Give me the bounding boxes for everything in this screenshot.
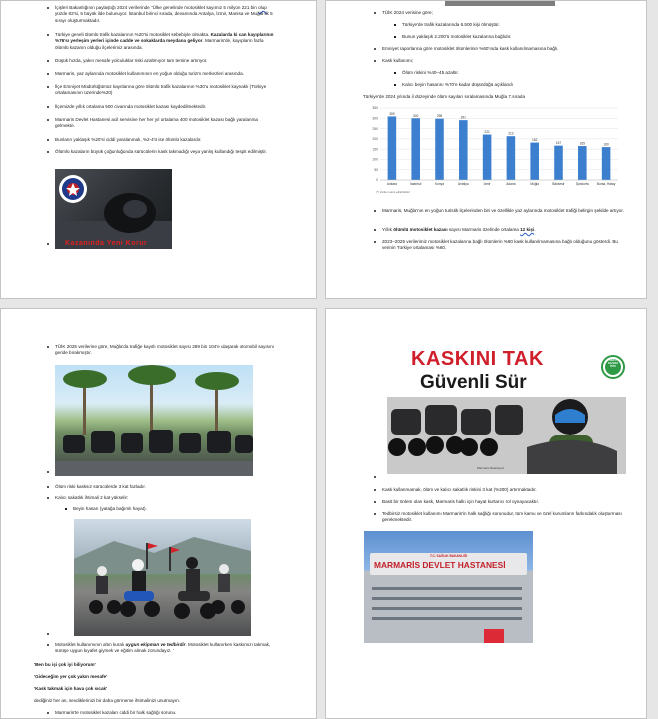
list-item: Basit bir önlem olan kask, Marmaris halkı için hayat kurtarıcı rol oynayacaktır. (382, 499, 622, 505)
hospital-building-image (364, 531, 533, 643)
x-tick-label: Adana (506, 182, 516, 186)
data-label: 298 (436, 114, 443, 119)
list-item: Kalıcı sakatlık ihtimali 2 kat yükselir: (55, 495, 277, 501)
y-tick-label: 200 (372, 137, 378, 142)
hospital-sign: MARMARİS DEVLET HASTANESİ (374, 560, 506, 570)
quote-line: 'Ben bu işi çok iyi biliyorum' (34, 662, 96, 667)
riders-illustration (74, 519, 251, 636)
bar (435, 119, 444, 180)
list-item: Marmaris, Muğla'nın en yoğun turistik ilçelerinden biri ve özellikle yaz aylarında motosiklet trafiği belirgin şekilde artıyor. (382, 208, 632, 214)
spelling-mark: olup (258, 5, 267, 10)
list-item: İçişleri Bakanlığının paylaştığı 2024 verilerinde "Ülke genelinde motosiklet sayımız 5 milyon 221 bin olup yüzde 82'si, 5 büyük ilde bulunuyor. İstanbul birinci sırada, devamında Antalya, İzmir, Manisa ve Muğla ilk 5 sırayı oluşturmaktadır. (55, 5, 277, 24)
x-tick-label: İstanbul (410, 182, 422, 186)
motorcycles-illustration (55, 365, 253, 476)
x-tick-label: İzmir (483, 182, 491, 186)
quote-line: 'Kask takmak için hava çok sıcak' (34, 686, 108, 691)
data-label: 300 (413, 113, 419, 118)
list-item: Ölüm riski kasksız sürücülerde 3 kat fazladır. (55, 484, 277, 490)
data-label: 160 (603, 142, 609, 147)
list-item: Yıllık ölümlü motosiklet kazası sayısı Marmaris özelinde ortalama 12 kişi. (382, 227, 632, 233)
document-page-4 (325, 308, 647, 719)
data-label: 221 (484, 130, 490, 135)
y-tick-label: 0 (376, 178, 378, 183)
chart-heading: Türkiye'de 2024 yılında il düzeyinde ölüm sayıları sıralamasında Muğla 7.sırada (363, 94, 525, 99)
bar (483, 135, 492, 180)
data-label: 309 (389, 111, 395, 116)
helmet-illustration (55, 169, 172, 249)
list-item: Bunların yaklaşık %20'si ciddi yaralanmalı, %2-4'ü ise ölümlü kazalardır. (55, 137, 277, 143)
poster-title: KASKINI TAK (411, 348, 544, 370)
hospital-sign-small: T.C. SAĞLIK BAKANLIĞI (430, 554, 468, 558)
data-label: 167 (555, 141, 562, 146)
document-page-3 (0, 308, 317, 719)
data-label: 213 (508, 131, 514, 136)
bar (388, 116, 397, 180)
list-item: İlçe Emniyet Müdürlüğümüz kayıtlarına göre ölümlü trafik kazalarının %30'u motosiklet kaynaklı (Türkiye ortalamasının üzerinde%20) (55, 84, 277, 97)
poster-subtitle: Güvenli Sür (420, 372, 527, 393)
data-label: 291 (460, 115, 466, 120)
list-item: Motosiklet kullanımının altın kuralı uygun ekipman ve tedbirdir. Motosiklet kullanırken kaskımızı takmak, sürüşe uygun kıyafet giymek ve eğitim almak zorundayız. ' (55, 642, 277, 655)
list-item: İlçemizde yıllık ortalama 500 civarında motosiklet kazası kaydedilmektedir. (55, 104, 277, 110)
bar (507, 136, 516, 180)
list-item: Marmaris'te motosiklet kazaları ciddi bir halk sağlığı sorunu. (55, 710, 277, 716)
helmet-on-road-image (55, 169, 172, 249)
list-item: 2023–2025 verilerimiz motosiklet kazalarına bağlı ölümlerin %80 kask kullanılmamasına bağlı olduğunu gösterdi. Bu verinin Türkiye ortalaması %60. (382, 239, 632, 252)
y-tick-label: 350 (372, 106, 378, 111)
list-item: Emniyet raporlarına göre motosiklet ölümlerinin %60'ında kask kullanılmamasına bağlı. (382, 46, 622, 52)
x-tick-label: Antalya (457, 182, 469, 186)
bar (459, 120, 468, 180)
x-tick-label: Bursa, Hatay (596, 182, 616, 186)
helmeted-riders-image (74, 519, 251, 636)
list-item: TÜİK 2025 verilerine göre, Muğla'da trafiğe kayıtlı motosiklet sayısı 289 bin 104'e ulaşarak otomobil sayısını geride bırakmıştır. (55, 344, 277, 357)
x-tick-label: Şanlıurfa (575, 182, 589, 186)
list-item: Ölümlü kazaların büyük çoğunluğunda sürücülerin kask takmadığı veya yanlış kullandığı tespit edilmiştir. (55, 149, 277, 155)
bar (530, 143, 539, 180)
bar (578, 146, 587, 180)
data-label: 182 (532, 138, 538, 143)
y-tick-label: 150 (372, 147, 378, 152)
image-caption: Kazanında Yeni Korur (65, 240, 148, 247)
x-tick-label: Balıkesir (552, 182, 565, 186)
list-item: TÜİK 2024 verisine göre; (382, 10, 612, 16)
y-tick-label: 100 (372, 157, 378, 162)
list-item: Marmaris, yaz aylarında motosiklet kullanımının en yoğun olduğu turizm merkezleri arasında. (55, 71, 277, 77)
data-label: 165 (579, 141, 585, 146)
cropped-image-top (445, 1, 555, 6)
list-item: Türkiye geneli ölümlü trafik kazalarının %20'si motosiklet sebebiyle olmakta. Kazalarda ki can kayıplarının %76'sı yerleşim yerleri içinde cadde ve sokaklarda meydana geliyor. Marmaris'de, kayıpların fazla ölümlü kazanın olduğu ilçelerimiz arasında. (55, 32, 277, 51)
list-item: Düşük hızda, yakın mesafe yolculuklar riski azaltmıyor tam tersine artırıyor. (55, 58, 277, 64)
hospital-illustration (364, 531, 533, 643)
document-page-1 (0, 0, 317, 299)
x-tick-label: Konya (434, 182, 445, 186)
list-item: Türkiye'de trafik kazalarında 6.500 kişi ölmüştür. (402, 22, 612, 28)
y-tick-label: 300 (372, 116, 378, 121)
quote-line: 'Gideceğim yer çok yakın mesafe' (34, 674, 108, 679)
chart-source: (*) Veriler resmi editörlüktür (376, 190, 410, 194)
y-tick-label: 250 (372, 126, 378, 131)
death-count-bar-chart (366, 102, 626, 198)
bar (411, 118, 420, 180)
poster-footer: Marmaris Belediyesi (477, 466, 505, 470)
poster-badge: HER 3 KAZADA İTİYE (607, 359, 619, 368)
list-item: Kask kullanımı; (382, 58, 612, 64)
list-item: Beyin hasarı (yatağa bağımlı hayat). (73, 506, 273, 512)
list-item: Tedbirsiz motosiklet kullanımı Marmaris'in halk sağlığı sorunudur, tüm kamu ve özel kurumların farkındalık oluşturması gerekmektedir. (382, 511, 622, 523)
list-item: Marmaris Devlet Hastanesi acil servisine her her yıl ortalama 400 motosiklet kazası bağlı yaralanma gelmekte. (55, 117, 277, 130)
list-item: Kask kullanmamak, ölüm ve kalıcı sakatlık riskini 3 kat (%300) artırmaktadır. (382, 487, 622, 493)
x-tick-label: Muğla (530, 182, 540, 186)
helmet-campaign-poster (387, 347, 626, 474)
document-page-2 (325, 0, 647, 299)
list-item: Kalıcı beyin hasarını %70'e kadar düşürdüğü açıklandı (402, 82, 612, 88)
list-item: Ölüm riskini %40–45 azaltır. (402, 70, 612, 76)
bar (554, 146, 563, 180)
closing-line: dediğiniz her an, sevdiklerinizi bir daha görmeme ihtimalinizi unutmayın. (34, 698, 181, 703)
list-item: Bunun yaklaşık 2.200'ü motosiklet kazalarına bağlıdır. (402, 34, 612, 40)
parked-motorcycles-image (55, 365, 253, 476)
bar (602, 147, 611, 180)
y-tick-label: 50 (374, 167, 378, 172)
x-tick-label: Ankara (386, 182, 397, 186)
